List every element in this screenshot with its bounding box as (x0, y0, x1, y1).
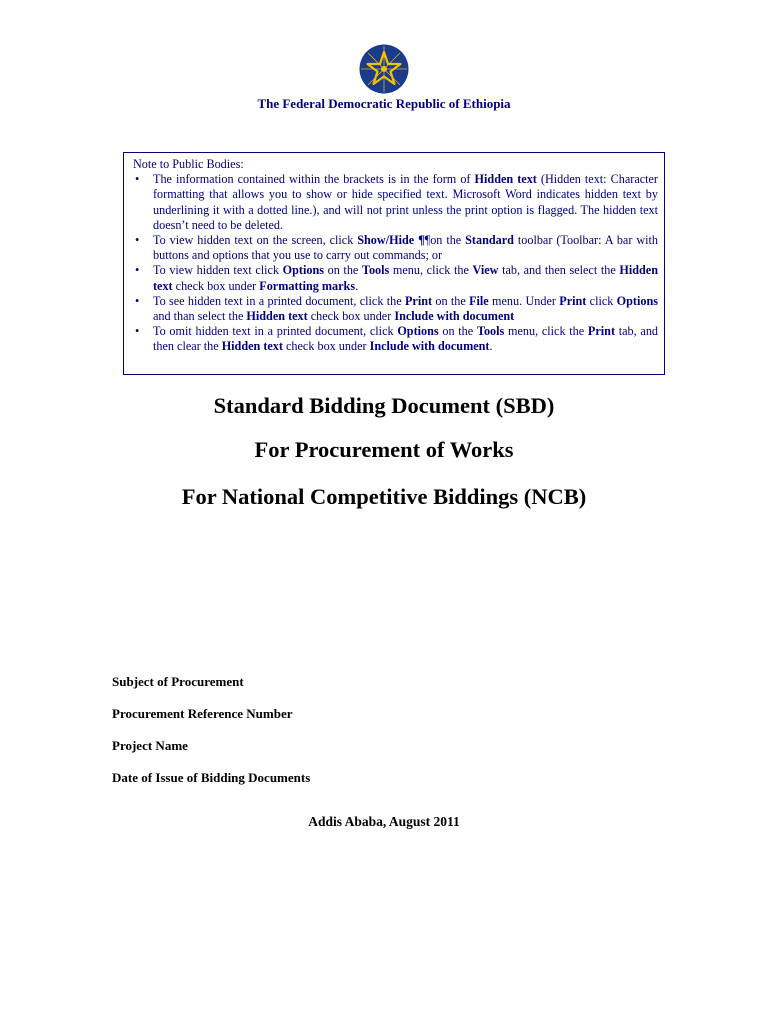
note-text: check box under (307, 309, 395, 324)
note-list-item (130, 233, 658, 263)
note-emphasis: Show/Hide ¶ (357, 233, 425, 248)
note-emphasis: Hidden text (221, 339, 283, 354)
note-text: check box under (282, 339, 370, 354)
ethiopia-emblem-icon (359, 44, 409, 94)
note-emphasis: Hidden text (153, 263, 658, 293)
note-text: To view hidden text on the screen, click (153, 233, 358, 248)
note-text: toolbar (Toolbar: A bar with buttons and options that you use to carry out commands; or (153, 233, 658, 263)
note-emphasis: Tools (361, 263, 390, 278)
note-text: The information contained within the brackets is in the form of (153, 172, 475, 187)
note-list-item (130, 294, 658, 324)
note-text: menu, click the (389, 263, 473, 278)
note-text: menu. Under (488, 293, 560, 308)
procurement-reference-label: Procurement Reference Number (112, 706, 293, 721)
note-emphasis: Print (559, 293, 587, 308)
subject-of-procurement-label: Subject of Procurement (112, 674, 244, 689)
note-emphasis: Options (616, 293, 658, 308)
emblem-graphic (359, 44, 409, 94)
note-list-item (130, 263, 658, 293)
note-text: and than select the (153, 309, 247, 324)
note-text: check box under (172, 278, 260, 293)
document-title: Standard Bidding Document (SBD) (213, 393, 555, 418)
republic-name: The Federal Democratic Republic of Ethiopia (257, 96, 511, 111)
note-emphasis: File (469, 293, 489, 308)
note-text: ¶on the (424, 233, 466, 248)
note-list-item (130, 324, 658, 354)
note-emphasis: Print (587, 324, 615, 339)
note-list-item (130, 172, 658, 233)
note-text: To omit hidden text in a printed document, click (153, 324, 398, 339)
note-emphasis: Tools (476, 324, 505, 339)
note-text: tab, and then clear the (153, 324, 659, 354)
note-text: on the (432, 293, 470, 308)
note-text: on the (438, 324, 477, 339)
note-to-public-bodies-box (123, 152, 665, 375)
note-emphasis: View (472, 263, 499, 278)
note-emphasis: Hidden text (246, 309, 308, 324)
note-emphasis: Print (404, 293, 433, 308)
note-text: click (586, 293, 617, 308)
note-emphasis: Options (282, 263, 324, 278)
document-subtitle-works: For Procurement of Works (254, 437, 514, 462)
note-emphasis: Standard (465, 233, 514, 248)
note-text: . (489, 339, 493, 354)
note-text: To view hidden text click (153, 263, 283, 278)
note-text: . (355, 278, 359, 293)
note-emphasis: Options (397, 324, 439, 339)
note-title: Note to Public Bodies: (133, 157, 244, 171)
note-list (130, 172, 658, 354)
document-subtitle-ncb: For National Competitive Biddings (NCB) (181, 484, 587, 509)
note-emphasis: Hidden text (474, 172, 537, 187)
project-name-label: Project Name (112, 738, 188, 753)
note-text: on the (323, 263, 362, 278)
note-text: menu, click the (504, 324, 588, 339)
note-emphasis: Include with document (369, 339, 490, 354)
note-text: tab, and then select the (498, 263, 620, 278)
note-text: (Hidden text: Character formatting that allows you to show or hide specified text. Microsoft Word indicates hidden text by underlining it with a dotted line.), and will not print unless the print option is flagged. The hidden text doesn’t need to be deleted. (153, 172, 658, 232)
place-and-date: Addis Ababa, August 2011 (308, 814, 460, 829)
note-emphasis: Include with document (394, 309, 515, 324)
date-of-issue-label: Date of Issue of Bidding Documents (112, 770, 311, 785)
note-text: To see hidden text in a printed document, click the (153, 293, 405, 308)
note-emphasis: Formatting marks (259, 278, 356, 293)
